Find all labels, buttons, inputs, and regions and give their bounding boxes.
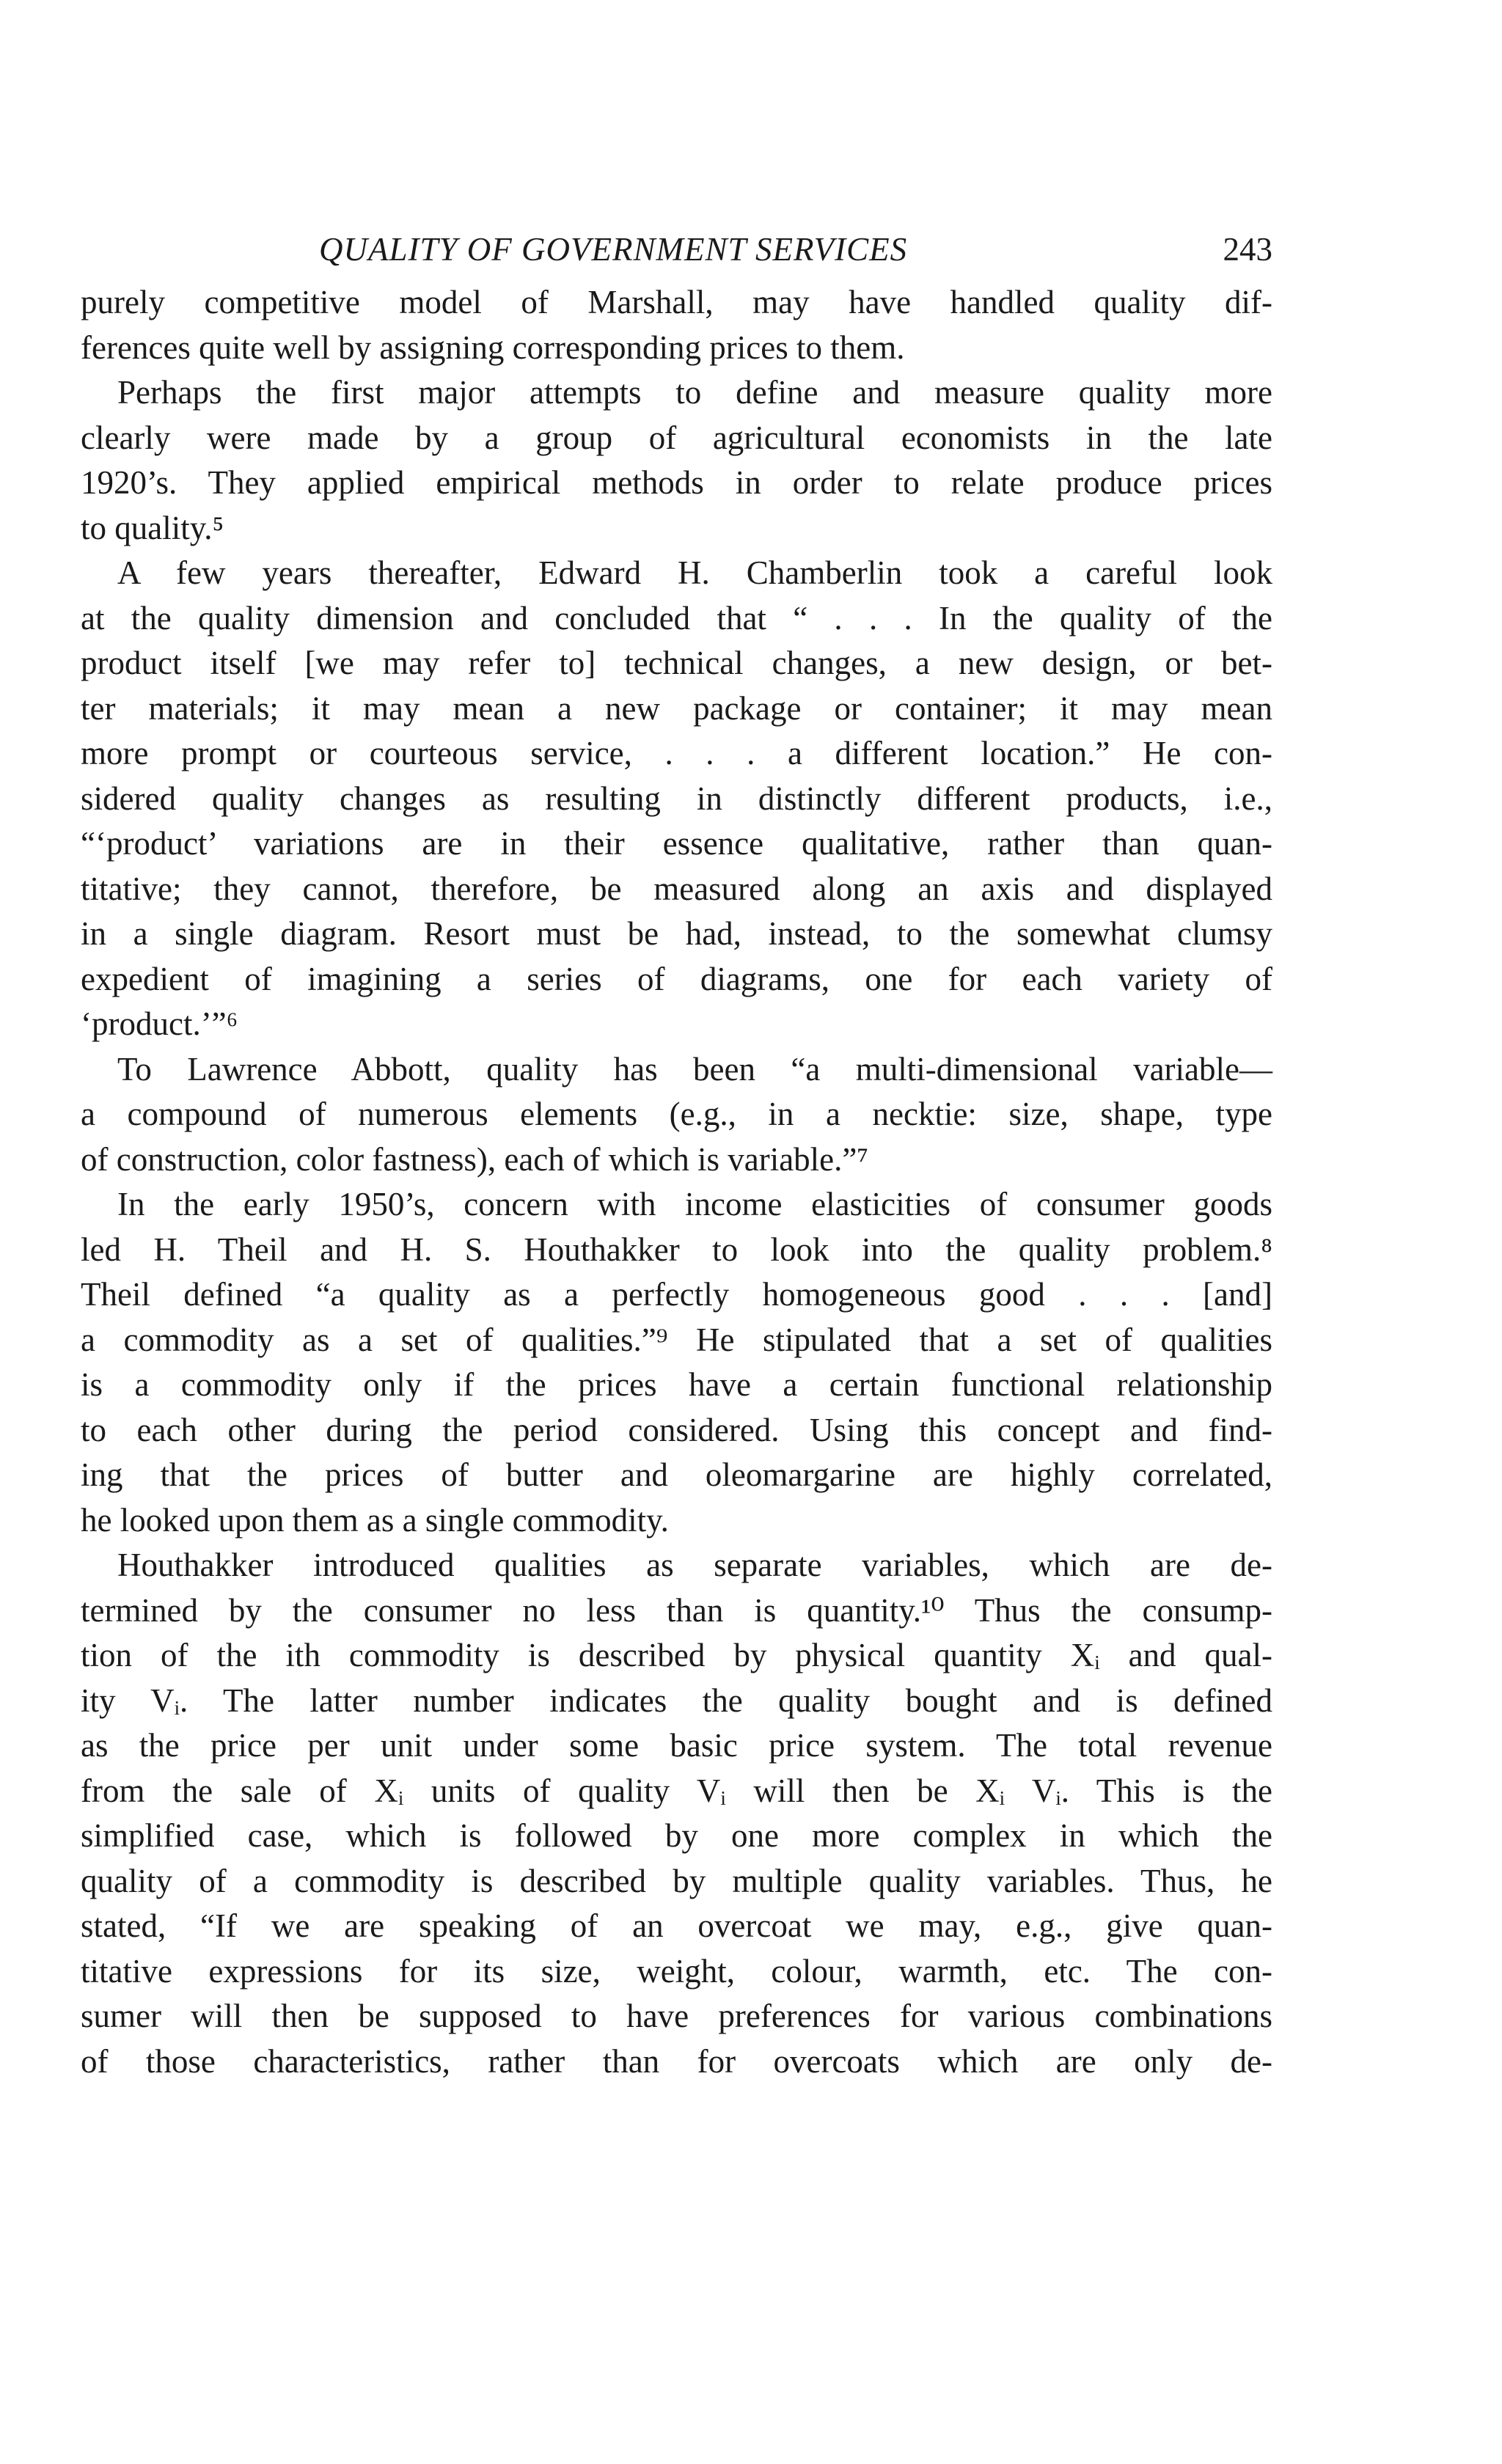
- text-line: ity Vᵢ. The latter number indicates the quality bought and is defined: [81, 1682, 1272, 1719]
- text-line: of those characteristics, rather than for overcoats which are only de-: [81, 2042, 1272, 2080]
- text-line: product itself [we may refer to] technical changes, a new design, or bet-: [81, 645, 1272, 681]
- text-line: tion of the ith commodity is described by physical quantity Xᵢ and qual-: [81, 1637, 1272, 1673]
- text-line: “‘product’ variations are in their essence qualitative, rather than quan-: [81, 825, 1272, 862]
- text-line: purely competitive model of Marshall, may have handled quality dif-: [81, 284, 1272, 320]
- page-number: 243: [1223, 231, 1272, 268]
- text-line: termined by the consumer no less than is quantity.¹⁰ Thus the consump-: [81, 1591, 1272, 1629]
- text-line: quality of a commodity is described by multiple quality variables. Thus, he: [81, 1862, 1272, 1899]
- text-line: In the early 1950’s, concern with income elasticities of consumer goods: [117, 1186, 1272, 1222]
- text-line: stated, “If we are speaking of an overcoat we may, e.g., give quan-: [81, 1907, 1272, 1944]
- text-line: simplified case, which is followed by one more complex in which the: [81, 1817, 1272, 1854]
- text-line: Houthakker introduced qualities as separate variables, which are de-: [117, 1547, 1272, 1583]
- text-line: he looked upon them as a single commodity.: [81, 1501, 669, 1539]
- text-line: titative expressions for its size, weight, colour, warmth, etc. The con-: [81, 1952, 1272, 1990]
- text-line: from the sale of Xᵢ units of quality Vᵢ will then be Xᵢ Vᵢ. This is the: [81, 1772, 1272, 1809]
- text-line: ter materials; it may mean a new package or container; it may mean: [81, 689, 1272, 727]
- text-line: as the price per unit under some basic price system. The total revenue: [81, 1727, 1272, 1764]
- body-text: [81, 280, 1272, 2084]
- text-line: ferences quite well by assigning corresponding prices to them.: [81, 329, 905, 366]
- text-line: is a commodity only if the prices have a certain functional relationship: [81, 1366, 1272, 1403]
- book-page: [81, 220, 1272, 2084]
- text-line: sumer will then be supposed to have preferences for various combinations: [81, 1998, 1272, 2034]
- text-line: to each other during the period considered. Using this concept and find-: [81, 1411, 1272, 1448]
- text-line: A few years thereafter, Edward H. Chamberlin took a careful look: [117, 554, 1272, 591]
- text-line: more prompt or courteous service, . . . a different location.” He con-: [81, 735, 1272, 771]
- running-title: QUALITY OF GOVERNMENT SERVICES: [319, 231, 908, 268]
- text-line: To Lawrence Abbott, quality has been “a multi-dimensional variable—: [117, 1050, 1272, 1088]
- text-line: led H. Theil and H. S. Houthakker to look into the quality problem.⁸: [81, 1231, 1272, 1268]
- text-line: Theil defined “a quality as a perfectly homogeneous good . . . [and]: [81, 1276, 1272, 1313]
- text-line: expedient of imagining a series of diagrams, one for each variety of: [81, 960, 1272, 997]
- text-line: sidered quality changes as resulting in distinctly different products, i.e.,: [81, 780, 1272, 817]
- text-line: of construction, color fastness), each of which is variable.”⁷: [81, 1140, 869, 1178]
- text-line: to quality.⁵: [81, 509, 224, 546]
- text-line: Perhaps the first major attempts to define and measure quality more: [117, 374, 1272, 411]
- text-line: clearly were made by a group of agricultural economists in the late: [81, 419, 1272, 456]
- text-line: titative; they cannot, therefore, be measured along an axis and displayed: [81, 870, 1272, 907]
- text-line: at the quality dimension and concluded that “ . . . In the quality of the: [81, 599, 1272, 637]
- text-line: ing that the prices of butter and oleomargarine are highly correlated,: [81, 1456, 1272, 1493]
- text-line: 1920’s. They applied empirical methods in order to relate produce prices: [81, 464, 1272, 501]
- text-line: a compound of numerous elements (e.g., in a necktie: size, shape, type: [81, 1096, 1272, 1132]
- text-line: a commodity as a set of qualities.”⁹ He stipulated that a set of qualities: [81, 1321, 1272, 1358]
- text-line: ‘product.’”⁶: [81, 1005, 238, 1042]
- text-line: in a single diagram. Resort must be had, instead, to the somewhat clumsy: [81, 915, 1272, 952]
- running-head: [81, 220, 1272, 279]
